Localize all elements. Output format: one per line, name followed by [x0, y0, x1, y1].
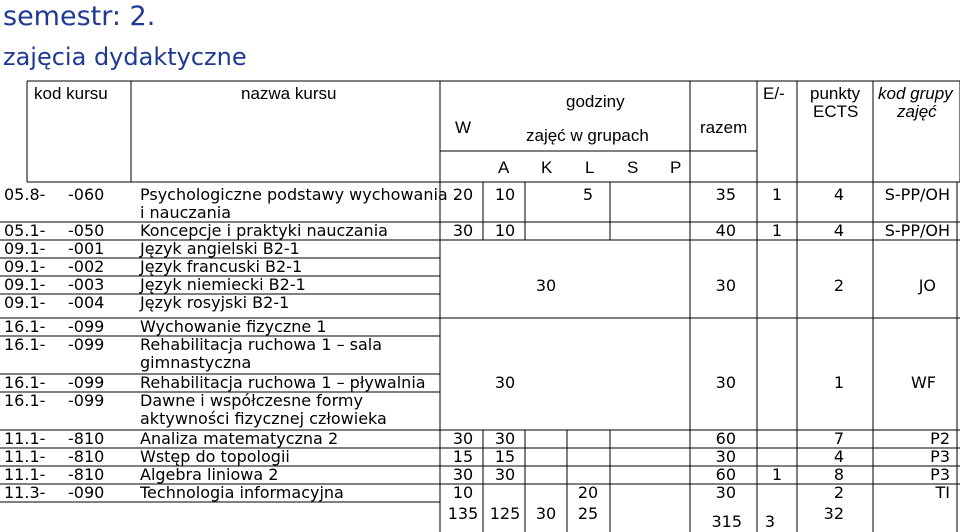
wf-hours-razem: 30 — [715, 373, 736, 392]
course-name: Analiza matematyczna 2 — [140, 429, 339, 448]
course-code-suffix: -099 — [68, 373, 105, 392]
col-razem: razem — [700, 118, 748, 137]
course-name: Rehabilitacja ruchowa 1 – sala — [140, 335, 383, 354]
course-name-cont: i nauczania — [140, 203, 232, 222]
course-name: Rehabilitacja ruchowa 1 – pływalnia — [140, 373, 426, 392]
col-godziny: godziny — [566, 92, 625, 111]
group-code: P3 — [930, 447, 950, 466]
lang-hours-a: 30 — [535, 276, 557, 295]
total-razem: 315 — [711, 512, 742, 531]
lang-group-code: JO — [918, 276, 936, 295]
hours-w: 10 — [452, 483, 474, 502]
course-name: Koncepcje i praktyki nauczania — [140, 221, 388, 240]
section-subtitle: zajęcia dydaktyczne — [3, 43, 247, 71]
hours-a: 10 — [494, 185, 516, 204]
course-name: Wstęp do topologii — [140, 447, 290, 466]
course-code-prefix: 05.8- — [4, 185, 46, 204]
ects-points: 4 — [833, 185, 844, 204]
course-name-cont: aktywności fizycznej człowieka — [140, 409, 387, 428]
course-code-suffix: -050 — [68, 221, 105, 240]
group-code: P3 — [930, 465, 950, 484]
total-ects: 32 — [823, 504, 844, 523]
col-k: K — [541, 158, 553, 177]
wf-group-code: WF — [910, 373, 936, 392]
ects-points: 4 — [833, 221, 844, 240]
ects-points: 7 — [833, 429, 844, 448]
total-a: 125 — [489, 504, 521, 523]
course-code-suffix: -099 — [68, 391, 105, 410]
wf-hours-w: 30 — [494, 373, 516, 392]
group-code: TI — [935, 483, 950, 502]
course-code-prefix: 09.1- — [4, 275, 46, 294]
col-l: L — [585, 158, 595, 177]
exam-flag: 1 — [771, 221, 783, 240]
lang-hours-razem: 30 — [715, 276, 736, 295]
course-code-prefix: 16.1- — [4, 391, 46, 410]
col-e: E/- — [763, 84, 785, 103]
col-punkty: punkty — [810, 84, 861, 103]
course-code-prefix: 05.1- — [4, 221, 46, 240]
course-code-suffix: -099 — [68, 335, 105, 354]
hours-razem: 30 — [715, 447, 736, 466]
hours-a: 15 — [494, 447, 516, 466]
hours-a: 30 — [494, 465, 516, 484]
lang-ects: 2 — [833, 276, 844, 295]
group-code: S-PP/OH — [884, 221, 950, 240]
hours-w: 30 — [452, 221, 474, 240]
course-code-suffix: -810 — [68, 447, 105, 466]
course-code-prefix: 11.1- — [4, 429, 46, 448]
hours-razem: 60 — [715, 429, 736, 448]
col-zajec-w-grupach: zajęć w grupach — [526, 126, 649, 145]
col-ects: ECTS — [813, 102, 859, 121]
semester-title: semestr: 2. — [3, 1, 156, 32]
col-zajec: zajęć — [897, 102, 937, 121]
exam-flag: 1 — [771, 185, 783, 204]
group-code: S-PP/OH — [884, 185, 950, 204]
hours-a: 10 — [494, 221, 516, 240]
course-code-prefix: 16.1- — [4, 317, 46, 336]
hours-razem: 35 — [715, 185, 736, 204]
course-name: Język francuski B2-1 — [140, 257, 303, 276]
hours-razem: 60 — [715, 465, 736, 484]
course-name: Algebra liniowa 2 — [140, 465, 279, 484]
total-e: 3 — [764, 512, 776, 531]
col-kod-kursu: kod kursu — [34, 84, 108, 103]
course-code-prefix: 11.3- — [4, 483, 46, 502]
course-code-suffix: -810 — [68, 429, 105, 448]
course-code-prefix: 11.1- — [4, 465, 46, 484]
course-name: Technologia informacyjna — [140, 483, 344, 502]
exam-flag: 1 — [771, 465, 783, 484]
course-code-suffix: -004 — [68, 293, 105, 312]
course-code-suffix: -099 — [68, 317, 105, 336]
course-code-suffix: -003 — [68, 275, 105, 294]
col-p: P — [670, 158, 682, 177]
ects-points: 2 — [833, 483, 844, 502]
col-w: W — [455, 118, 472, 137]
hours-razem: 30 — [715, 483, 736, 502]
hours-l: 5 — [582, 185, 594, 204]
course-code-suffix: -090 — [68, 483, 105, 502]
ects-points: 8 — [833, 465, 844, 484]
hours-w: 30 — [452, 429, 474, 448]
course-name: Język rosyjski B2-1 — [140, 293, 290, 312]
course-name: Dawne i współczesne formy — [140, 391, 363, 410]
course-code-prefix: 09.1- — [4, 257, 46, 276]
hours-a: 30 — [494, 429, 516, 448]
course-name-cont: gimnastyczna — [140, 353, 252, 372]
course-code-suffix: -002 — [68, 257, 105, 276]
course-code-prefix: 09.1- — [4, 239, 46, 258]
wf-ects: 1 — [833, 373, 844, 392]
total-l: 25 — [577, 504, 599, 523]
course-name: Psychologiczne podstawy wychowania — [140, 185, 448, 204]
col-kod-grupy: kod grupy — [878, 84, 953, 103]
col-a: A — [498, 158, 510, 177]
ects-points: 4 — [833, 447, 844, 466]
course-code-prefix: 16.1- — [4, 373, 46, 392]
course-code-suffix: -001 — [68, 239, 105, 258]
hours-w: 15 — [452, 447, 474, 466]
col-s: S — [627, 158, 639, 177]
hours-w: 20 — [452, 185, 474, 204]
hours-w: 30 — [452, 465, 474, 484]
total-k: 30 — [535, 504, 557, 523]
hours-razem: 40 — [715, 221, 736, 240]
group-code: P2 — [930, 429, 950, 448]
course-code-prefix: 16.1- — [4, 335, 46, 354]
course-code-prefix: 11.1- — [4, 447, 46, 466]
course-name: Język angielski B2-1 — [140, 239, 300, 258]
col-nazwa-kursu: nazwa kursu — [241, 84, 337, 103]
course-code-suffix: -060 — [68, 185, 105, 204]
course-code-suffix: -810 — [68, 465, 105, 484]
total-w: 135 — [447, 504, 479, 523]
hours-l: 20 — [577, 483, 599, 502]
course-name: Język niemiecki B2-1 — [140, 275, 306, 294]
course-name: Wychowanie fizyczne 1 — [140, 317, 327, 336]
course-code-prefix: 09.1- — [4, 293, 46, 312]
